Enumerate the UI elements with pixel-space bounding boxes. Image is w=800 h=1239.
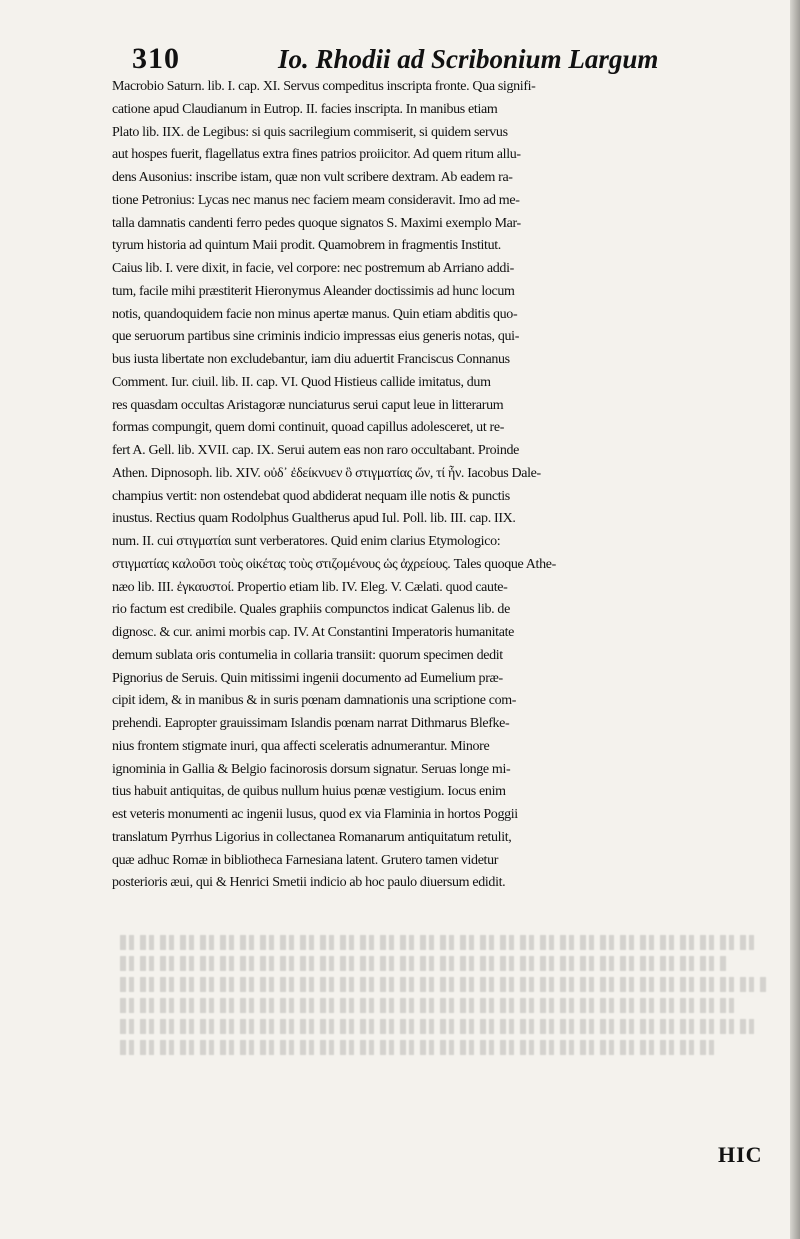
text-line: næo lib. III. ἐγκαυστοί. Propertio etiam lib. IV. Eleg. V. Cælati. quod caute- <box>112 579 508 595</box>
text-line: inustus. Rectius quam Rodolphus Gualtherus apud Iul. Poll. lib. III. cap. IIX. <box>112 511 516 527</box>
text-line: Plato lib. IIX. de Legibus: si quis sacrilegium commiserit, si quidem servus <box>112 124 508 140</box>
text-line: prehendi. Eapropter grauissimam Islandis pœnam narrat Dithmarus Blefke- <box>112 716 510 731</box>
running-title: Io. Rhodii ad Scribonium Largum <box>278 44 659 74</box>
text-line: bus iusta libertate non excludebantur, iam diu aduertit Franciscus Connanus <box>112 352 510 367</box>
text-line: quæ adhuc Romæ in bibliotheca Farnesiana latent. Grutero tamen videtur <box>112 852 499 868</box>
text-line: formas compungit, quem domi continuit, quoad capillus adolesceret, ut re- <box>112 420 505 436</box>
text-line: rio factum est credibile. Quales graphiis compunctos indicat Galenus lib. de <box>112 602 510 618</box>
text-line: notis, quandoquidem facie non minus apertæ manus. Quin etiam abditis quo- <box>112 306 518 322</box>
text-line: tum, facile mihi præstiterit Hieronymus Aleander doctissimis ad hunc locum <box>112 283 515 299</box>
text-line: dens Ausonius: inscribe istam, quæ non vult scribere dextram. Ab eadem ra- <box>112 170 513 185</box>
text-line: talla damnatis candenti ferro pedes quoque signatos S. Maximi exemplo Mar- <box>112 215 521 231</box>
text-line: cipit idem, & in manibus & in suris pœnam damnationis una scriptione com- <box>112 693 517 709</box>
page-number: 310 <box>132 42 180 75</box>
text-line: champius vertit: non ostendebat quod abdiderat nequam ille notis & punctis <box>112 488 510 504</box>
text-line: est veteris monumenti ac ingenii lusus, quod ex via Flaminia in hortos Poggii <box>112 807 518 822</box>
text-line: num. II. cui στιγματίαι sunt verberatores. Quid enim clarius Etymologico: <box>112 534 501 549</box>
text-line: fert A. Gell. lib. XVII. cap. IX. Serui autem eas non raro occultabant. Proinde <box>112 443 519 458</box>
text-line: ignominia in Gallia & Belgio facinorosis dorsum signatur. Seruas longe mi- <box>112 761 511 777</box>
text-line: tione Petronius: Lycas nec manus nec faciem meam consideravit. Imo ad me- <box>112 192 520 208</box>
text-line: nius frontem stigmate inuri, qua affecti sceleratis adnumerantur. Minore <box>112 738 490 754</box>
text-line: στιγματίας καλοῦσι τοὺς οἰκέτας τοὺς στιζομένους ὡς ἀχρείους. Tales quoque Athe- <box>112 556 556 572</box>
main-text-block <box>112 76 800 895</box>
text-line: Athen. Dipnosoph. lib. XIV. οὐδ᾽ ἐδείκνυεν ὃ στιγματίας ὤν, τί ἦν. Iacobus Dale- <box>112 465 541 481</box>
text-line: catione apud Claudianum in Eutrop. II. facies inscripta. In manibus etiam <box>112 101 498 117</box>
text-line: que seruorum partibus sine criminis indicio impressas eius generis notas, qui- <box>112 329 520 345</box>
text-line: Macrobio Saturn. lib. I. cap. XI. Servus compeditus inscripta fronte. Qua signifi- <box>112 79 536 94</box>
text-line: Caius lib. I. vere dixit, in facie, vel corpore: nec postremum ab Arriano addi- <box>112 261 514 276</box>
text-line: translatum Pyrrhus Ligorius in collectanea Romanarum antiquitatum retulit, <box>112 829 512 845</box>
text-line: demum sublata oris contumelia in collaria transiit: quorum specimen dedit <box>112 647 503 663</box>
page-header <box>118 42 778 78</box>
text-line: tius habuit antiquitas, de quibus nullum huius pœnæ vestigium. Iocus enim <box>112 784 506 800</box>
text-line: posterioris æui, qui & Henrici Smetii indicio ab hoc paulo diuersum edidit. <box>112 875 506 891</box>
text-line: tyrum historia ad quintum Maii prodit. Quamobrem in fragmentis Institut. <box>112 238 501 254</box>
text-line: Pignorius de Seruis. Quin mitissimi ingenii documento ad Eumelium præ- <box>112 670 503 686</box>
bleed-through-text <box>120 935 780 1065</box>
text-line: res quasdam occultas Aristagoræ nunciaturus serui caput leue in litterarum <box>112 397 504 413</box>
catchword: HIC <box>718 1142 763 1167</box>
text-line: dignosc. & cur. animi morbis cap. IV. At Constantini Imperatoris humanitate <box>112 625 514 640</box>
text-line: Comment. Iur. ciuil. lib. II. cap. VI. Quod Histieus callide imitatus, dum <box>112 374 491 390</box>
text-line: aut hospes fuerit, flagellatus extra fines patrios proiicitor. Ad quem ritum allu- <box>112 147 521 163</box>
